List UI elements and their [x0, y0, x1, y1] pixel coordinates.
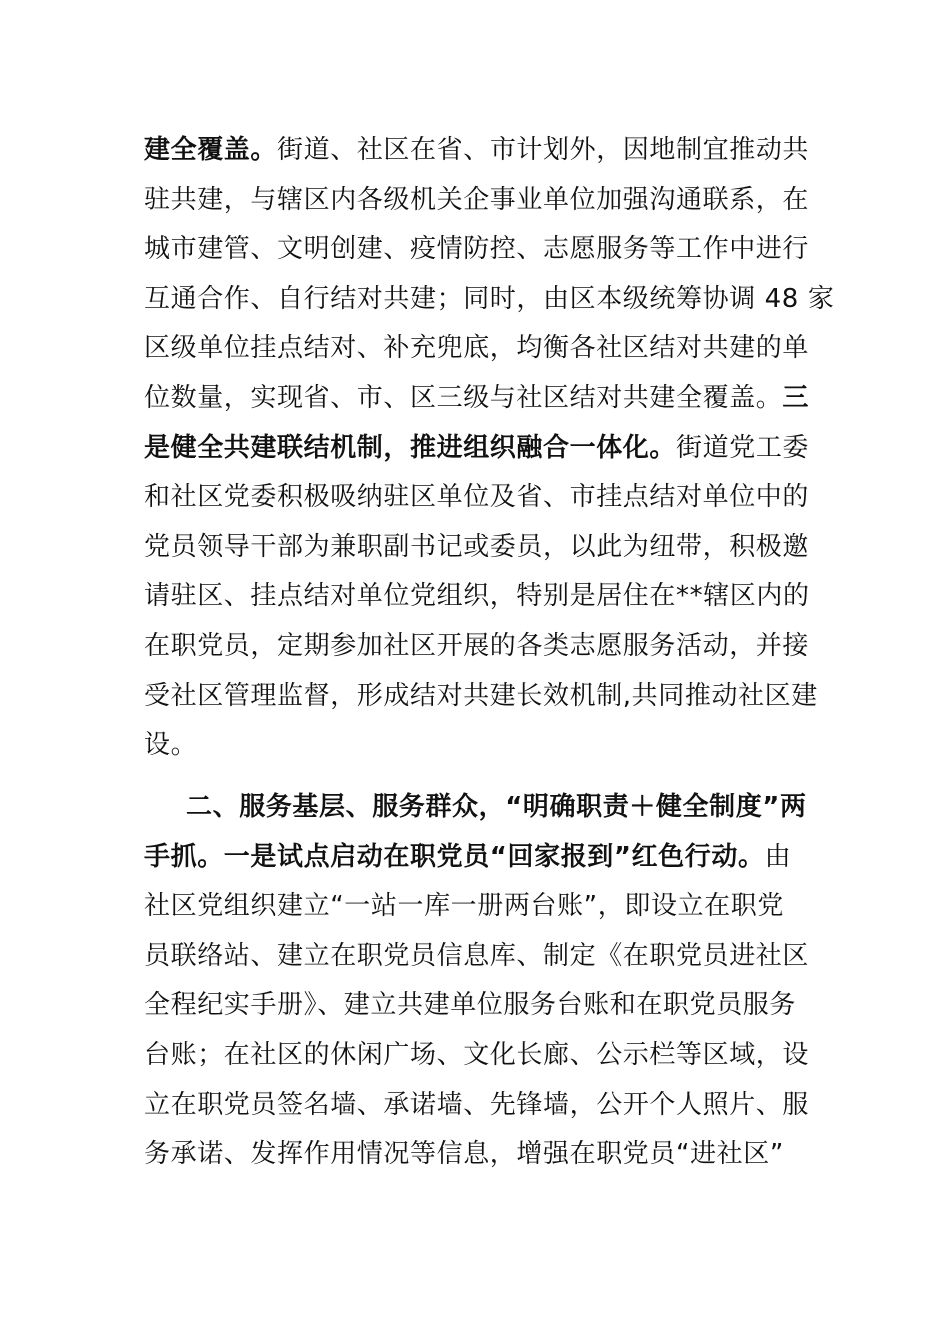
text-line [144, 938, 809, 974]
text-line [144, 888, 784, 924]
bold-text-run: 二、服务基层、服务群众，“明确职责＋健全制度”两 [186, 792, 807, 822]
text-line [144, 479, 809, 515]
text-line [144, 529, 809, 565]
text-run: 请驻区、挂点结对单位党组织，特别是居住在**辖区内的 [144, 581, 810, 612]
text-run: 社区党组织建立“一站一库一册两台账”，即设立在职党 [144, 891, 784, 922]
text-line [144, 578, 810, 614]
bold-text-run: 建全覆盖。 [144, 135, 278, 165]
text-run: 互通合作、自行结对共建；同时，由区本级统筹协调 48 家 [144, 283, 835, 314]
text-run: 受社区管理监督，形成结对共建长效机制,共同推动社区建 [144, 680, 818, 711]
text-run: 城市建管、文明创建、疫情防控、志愿服务等工作中进行 [144, 234, 810, 265]
text-line [144, 987, 796, 1023]
text-run: 全程纪实手册》、建立共建单位服务台账和在职党员服务 [144, 990, 797, 1021]
text-run: 立在职党员签名墙、承诺墙、先锋墙，公开个人照片、服 [144, 1089, 810, 1120]
text-line [144, 182, 809, 218]
text-line [144, 330, 809, 366]
text-run: 驻共建，与辖区内各级机关企事业单位加强沟通联系，在 [144, 184, 810, 215]
text-run: 员联络站、建立在职党员信息库、制定《在职党员进社区 [144, 940, 810, 971]
text-run: 由 [764, 841, 792, 872]
text-line [144, 839, 791, 875]
text-run: 街道党工委 [676, 432, 810, 463]
text-line [144, 727, 197, 763]
text-line [144, 231, 809, 267]
text-line [144, 678, 818, 714]
text-run: 在职党员，定期参加社区开展的各类志愿服务活动，并接 [144, 631, 810, 661]
text-line [144, 380, 809, 416]
text-run: 务承诺、发挥作用情况等信息，增强在职党员“进社区” [144, 1139, 784, 1170]
text-run: 党员领导干部为兼职副书记或委员，以此为纽带，积极邀 [144, 531, 810, 562]
text-line [144, 1136, 784, 1172]
bold-text-run: 手抓。一是试点启动在职党员“回家报到”红色行动。 [144, 841, 765, 872]
bold-text-run: 三 [782, 383, 810, 413]
text-run: 区级单位挂点结对、补充兜底，均衡各社区结对共建的单 [144, 333, 810, 364]
text-line [144, 430, 809, 466]
bold-text-run: 是健全共建联结机制，推进组织融合一体化。 [144, 432, 677, 463]
text-run: 台账；在社区的休闲广场、文化长廊、公示栏等区域，设 [144, 1040, 810, 1070]
text-line [186, 789, 807, 825]
text-line [144, 1037, 809, 1073]
text-line [144, 628, 809, 664]
text-run: 街道、社区在省、市计划外，因地制宜推动共 [277, 135, 810, 165]
text-line [144, 132, 809, 168]
text-run: 和社区党委积极吸纳驻区单位及省、市挂点结对单位中的 [144, 482, 810, 513]
text-line [144, 281, 834, 317]
text-run: 设。 [144, 730, 198, 761]
text-run: 位数量，实现省、市、区三级与社区结对共建全覆盖。 [144, 383, 783, 413]
text-line [144, 1087, 809, 1123]
